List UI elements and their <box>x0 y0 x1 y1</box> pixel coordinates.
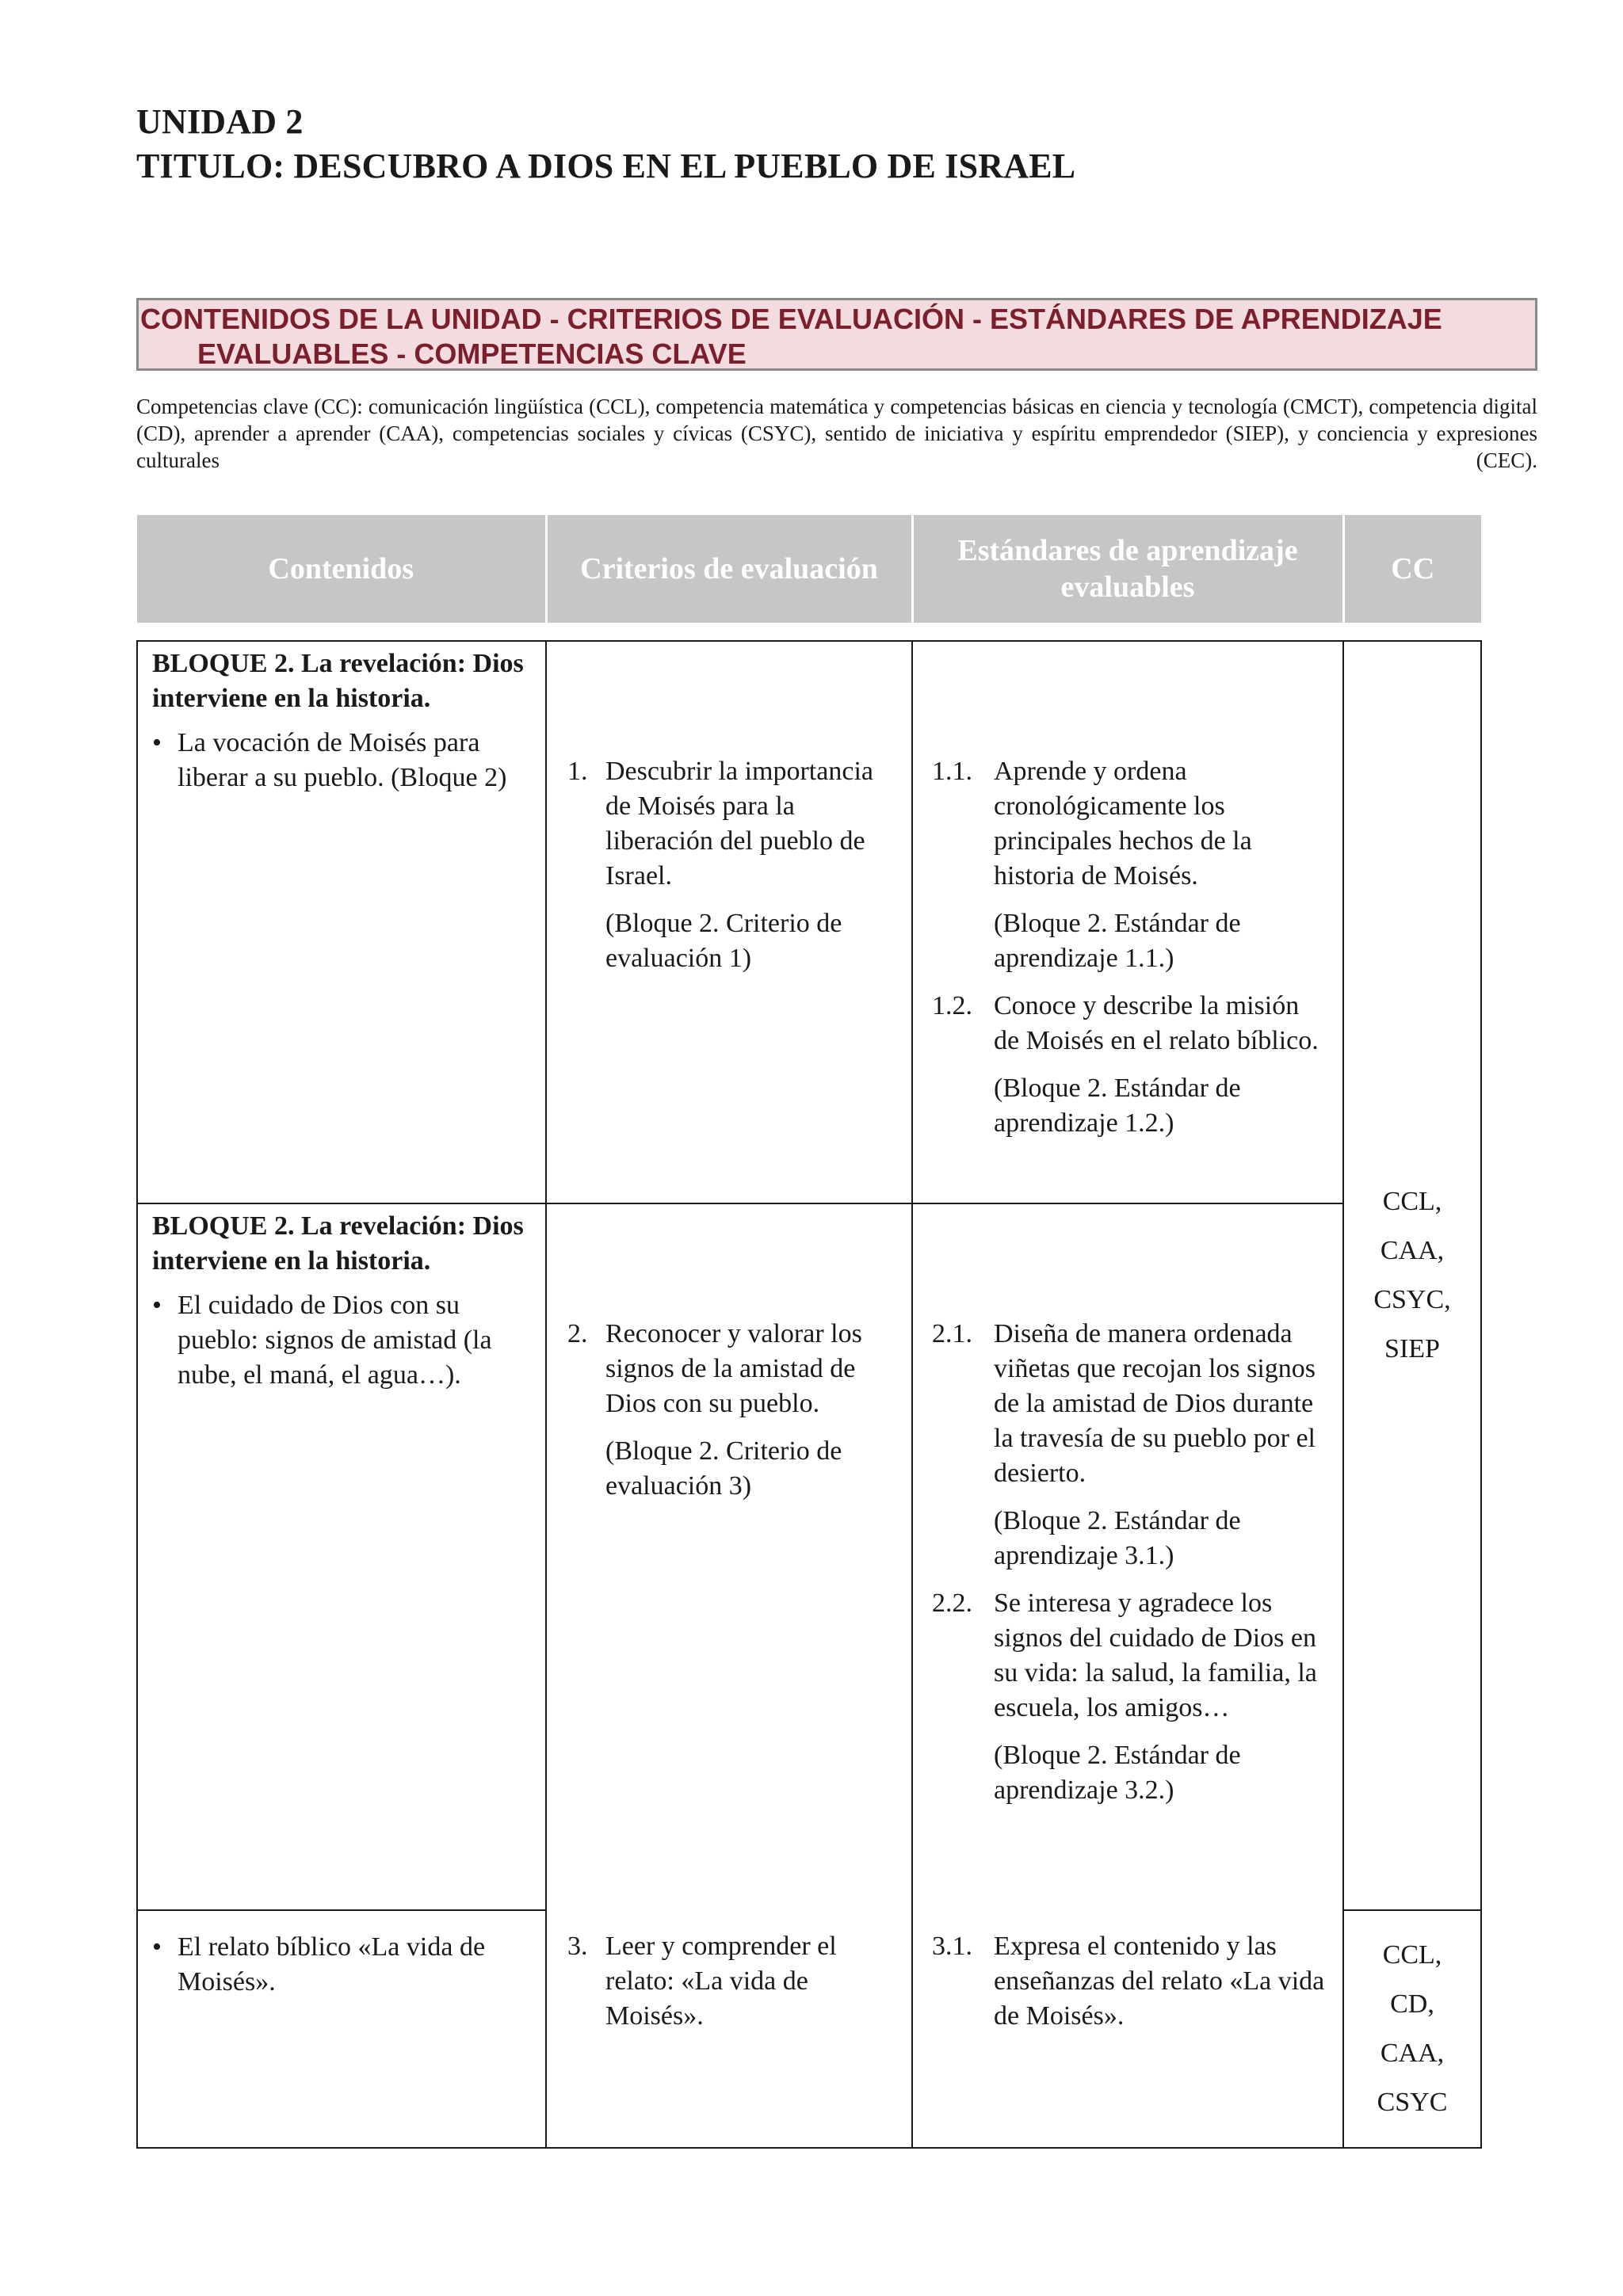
standards-cell <box>912 1203 1343 1910</box>
criterion-cell <box>546 641 912 1203</box>
cc-item: CAA, <box>1380 1236 1445 1265</box>
standard-item: 3.1. Expresa el contenido y las enseñanzas del relato «La vida de Moisés». <box>932 1932 1325 2031</box>
standards-cell <box>912 1910 1343 2148</box>
standards-cell <box>912 641 1343 1203</box>
content-item: • El relato bíblico «La vida de Moisés». <box>152 1930 531 2000</box>
section-banner-line-1: CONTENIDOS DE LA UNIDAD - CRITERIOS DE EVALUACIÓN - ESTÁNDARES DE APRENDIZAJE <box>140 303 1442 335</box>
standard-reference: (Bloque 2. Estándar de aprendizaje 1.2.) <box>994 1074 1241 1138</box>
cc-item: SIEP <box>1384 1334 1440 1363</box>
header-criterios: Criterios de evaluación <box>546 515 912 623</box>
cc-cell <box>1343 1910 1481 2148</box>
competency-table <box>136 515 1482 2149</box>
cc-item: CCL, <box>1382 1940 1442 1970</box>
criterion-reference: (Bloque 2. Criterio de evaluación 1) <box>605 909 842 973</box>
block-title: BLOQUE 2. La revelación: Dios interviene en la historia. <box>152 1211 524 1276</box>
standard-reference: (Bloque 2. Estándar de aprendizaje 1.1.) <box>994 909 1241 973</box>
content-cell <box>137 1910 546 2148</box>
criterion-item: 3. Leer y comprender el relato: «La vida de Moisés». <box>567 1932 837 2031</box>
unit-title: TITULO: DESCUBRO A DIOS EN EL PUEBLO DE ISRAEL <box>136 147 1076 185</box>
content-item: • El cuidado de Dios con su pueblo: signos de amistad (la nube, el maná, el agua…). <box>152 1288 531 1393</box>
cc-cell <box>1343 641 1481 1910</box>
section-banner-line-2: EVALUABLES - COMPETENCIAS CLAVE <box>197 338 747 370</box>
cc-item: CSYC <box>1377 2088 1448 2117</box>
content-item: • La vocación de Moisés para liberar a su pueblo. (Bloque 2) <box>152 726 531 795</box>
standard-reference: (Bloque 2. Estándar de aprendizaje 3.1.) <box>994 1506 1241 1570</box>
bullet-icon: • <box>152 728 162 757</box>
standard-item: 2.2. Se interesa y agradece los signos del cuidado de Dios en su vida: la salud, la familia, la escuela, los amigos… <box>932 1589 1317 1722</box>
cc-list <box>1344 1931 1480 2127</box>
bullet-icon: • <box>152 1932 162 1962</box>
cc-list <box>1344 1177 1480 1374</box>
content-cell <box>137 1203 546 1910</box>
header-cc: CC <box>1343 515 1481 623</box>
header-estandares: Estándares de aprendizaje evaluables <box>912 515 1343 623</box>
section-banner <box>136 298 1537 371</box>
table-row <box>137 1203 1481 1910</box>
table-row <box>137 1910 1481 2148</box>
standard-item: 2.1. Diseña de manera ordenada viñetas que recojan los signos de la amistad de Dios durante la travesía de su pueblo por el desierto. <box>932 1319 1316 1488</box>
cc-item: CSYC, <box>1373 1285 1451 1314</box>
criterion-reference: (Bloque 2. Criterio de evaluación 3) <box>605 1436 842 1501</box>
standard-reference: (Bloque 2. Estándar de aprendizaje 3.2.) <box>994 1741 1241 1805</box>
cc-item: CD, <box>1390 1989 1434 2019</box>
header-contenidos: Contenidos <box>137 515 546 623</box>
cc-item: CAA, <box>1380 2039 1445 2068</box>
criterion-cell <box>546 1203 912 1910</box>
competencies-intro: Competencias clave (CC): comunicación lingüística (CCL), competencia matemática y competencias básicas en ciencia y tecnología (CMCT), competencia digital (CD), aprender a aprender (CAA), competencias sociales y cívicas (CSYC), sentido de iniciativa y espíritu emprendedor (SIEP), y conciencia y expresiones culturales (CEC). <box>136 395 1537 472</box>
content-cell <box>137 641 546 1203</box>
criterion-cell <box>546 1910 912 2148</box>
standard-item: 1.1. Aprende y ordena cronológicamente los principales hechos de la historia de Moisés. <box>932 757 1252 891</box>
bullet-icon: • <box>152 1291 162 1320</box>
criterion-item: 2. Reconocer y valorar los signos de la amistad de Dios con su pueblo. <box>567 1319 862 1418</box>
standard-item: 1.2. Conoce y describe la misión de Moisés en el relato bíblico. <box>932 991 1319 1055</box>
unit-heading <box>136 100 1075 189</box>
table-header-row <box>137 515 1481 623</box>
criterion-item: 1. Descubrir la importancia de Moisés para la liberación del pueblo de Israel. <box>567 757 873 891</box>
cc-item: CCL, <box>1382 1187 1442 1216</box>
block-title: BLOQUE 2. La revelación: Dios interviene en la historia. <box>152 649 524 713</box>
table-row <box>137 641 1481 1203</box>
unit-number: UNIDAD 2 <box>136 102 304 141</box>
